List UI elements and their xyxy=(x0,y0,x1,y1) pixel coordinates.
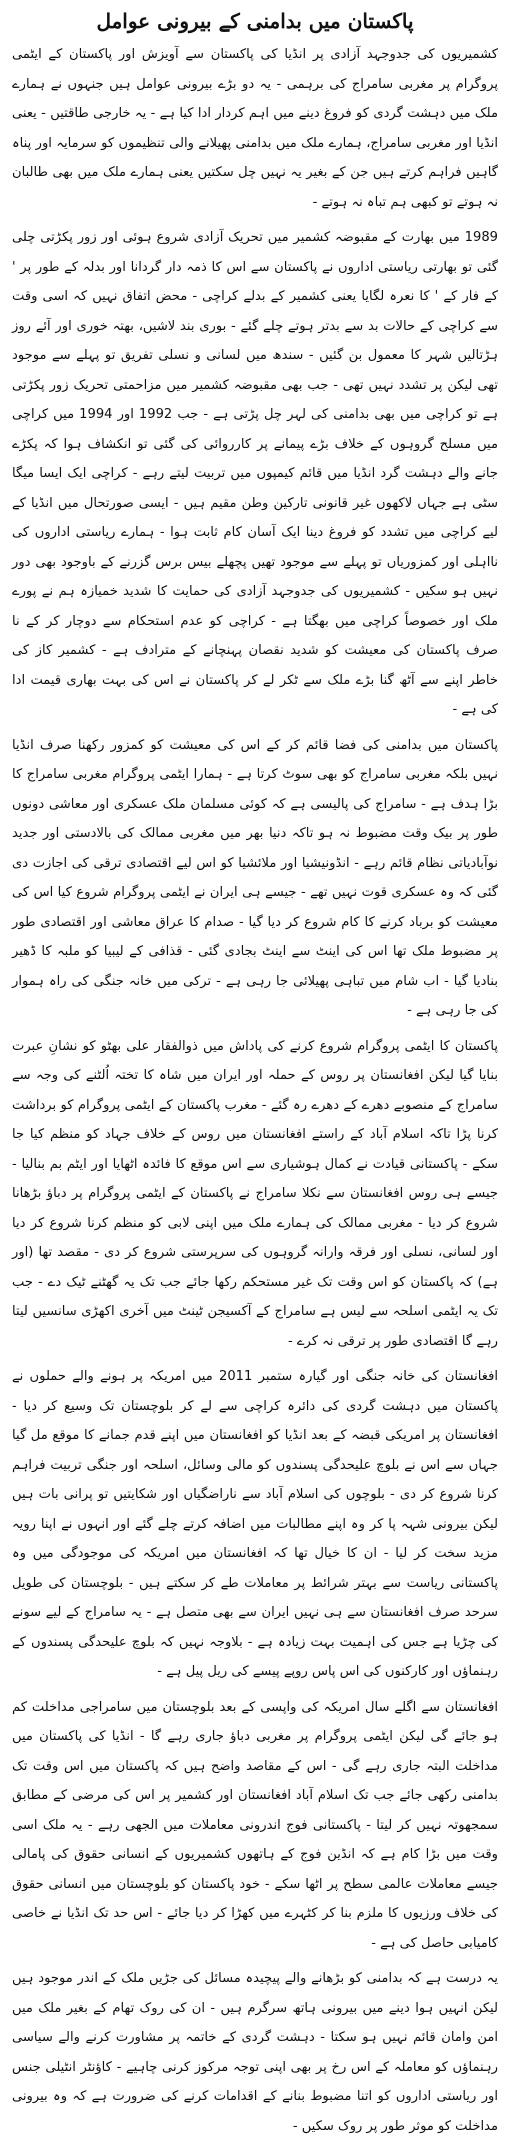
article-paragraph: پاکستان میں بدامنی کی فضا قائم کر کے اس کی معیشت کو کمزور رکھنا صرف انڈیا نہیں بلکہ مغربی سامراج کو بھی سوٹ کرتا ہے - ہمارا ایٹمی پروگرام مغربی سامراج کا بڑا ہدف ہے - سامراج کی پالیسی ہے کہ کوئی مسلمان ملک عسکری اور معاشی دونوں طور پر بیک وقت مضبوط نہ ہو تاکہ دنیا بھر میں مغربی ممالک کی بالادستی اور جدید نوآبادیاتی نظام قائم رہے - انڈونیشیا اور ملائشیا کو اس لیے اقتصادی ترقی کی اجازت دی گئی کہ وہ عسکری قوت نہیں تھے - جیسے ہی ایران نے ایٹمی پروگرام شروع کیا اس کی معیشت کو برباد کرنے کا کام شروع کر دیا گیا - صدام کا عراق معاشی اور اقتصادی طور پر مضبوط ملک تھا اس کی اینٹ سے اینٹ بجادی گئی - قذافی کے لیبیا کو ملبہ کا ڈھیر بنادیا گیا - اب شام میں تباہی پھیلائی جا رہی ہے - ترکی میں خانہ جنگی کی راہ ہموار کی جا رہی ہے - xyxy=(12,737,498,1018)
article-paragraph: پاکستان کا ایٹمی پروگرام شروع کرنے کی پاداش میں ذوالفقار علی بھٹو کو نشانِ عبرت بنایا گیا لیکن افغانستان پر روس کے حملہ اور ایران میں شاہ کا تختہ اُلٹنے کی وجہ سے سامراج کے منصوبے دھرے کے دھرے رہ گئے - مغرب پاکستان کے ایٹمی پروگرام کو برداشت کرنا پڑا تاکہ اسلام آباد کے راستے افغانستان میں روس کے خلاف جہاد کو منظم کیا جا سکے - پاکستانی قیادت نے کمال ہوشیاری سے اس موقع کا فائدہ اٹھایا اور ایٹم بم بنالیا - جیسے ہی روس افغانستان سے نکلا سامراج نے پاکستان کے ایٹمی پروگرام پر دباؤ بڑھانا شروع کر دیا - مغربی ممالک کی ہمارے ملک میں اپنی لابی کو منظم کرنا شروع کر دیا اور لسانی، نسلی اور فرقہ وارانہ گروہوں کی سرپرستی شروع کر دی - مقصد تھا (اور ہے) کہ پاکستان کو اس وقت تک غیر مستحکم رکھا جائے جب تک یہ گھٹنے ٹیک دے - جب تک یہ ایٹمی اسلحہ سے لیس ہے سامراج کے آکسیجن ٹینٹ میں آخری اکھڑی سانسیں لیتا رہے گا اقتصادی طور پر ترقی نہ کرے - xyxy=(12,1038,498,1349)
article-paragraph: افغانستان کی خانہ جنگی اور گیارہ ستمبر 2011 میں امریکہ پر ہونے والے حملوں نے پاکستان میں دہشت گردی کی دائرہ کراچی سے لے کر بلوچستان تک وسیع کر دیا - افغانستان پر امریکی قبضہ کے بعد انڈیا کو افغانستان میں اپنے قدم جمانے کا موقع مل گیا جہاں سے اس نے بلوچ علیحدگی پسندوں کو مالی وسائل، اسلحہ اور جنگی تربیت فراہم کرنا شروع کر دی - بلوچوں کی اسلام آباد سے ناراضگیاں اور شکایتیں تو پرانی بات ہیں لیکن بیرونی شہہ پا کر وہ اپنے مطالبات میں اضافہ کرتے چلے گئے اور انہوں نے اپنا رویہ مزید سخت کر لیا - ان کا خیال تھا کہ افغانستان میں امریکہ کی موجودگی میں وہ پاکستانی ریاست سے بہتر شرائط پر معاملات طے کر سکتے ہیں - بلوچستان کی طویل سرحد صرف افغانستان سے ہی نہیں ایران سے بھی متصل ہے - یہ سامراج کے لیے سونے کی چڑیا ہے جس کی اہمیت بہت زیادہ ہے - بلاوجہ نہیں کہ بلوچ علیحدگی پسندوں کے رہنماؤں اور کارکنوں کی اس پاس روپے پیسے کی ریل پیل ہے - xyxy=(12,1369,498,1679)
article-paragraph: 1989 میں بھارت کے مقبوضہ کشمیر میں تحریک آزادی شروع ہوئی اور زور پکڑتی چلی گئی تو بھارتی ریاستی اداروں نے پاکستان سے اس کا ذمہ دار گردانا اور بدلہ کے طور پر ' کے فار کے ' کا نعرہ لگایا یعنی کشمیر کے بدلے کراچی - محض اتفاق نہیں کہ اسی وقت سے کراچی کے حالات بد سے بدتر ہوتے چلے گئے - بوری بند لاشیں، بھتہ خوری اور آئے روز ہڑتالیں شہر کا معمول بن گئیں - سندھ میں لسانی و نسلی تفریق تو پہلے سے موجود تھی لیکن پر تشدد نہیں تھی - جب بھی مقبوضہ کشمیر میں مزاحمتی تحریک زور پکڑتی ہے تو کراچی میں بھی بدامنی کی لہر چل پڑتی ہے - جب 1992 اور 1994 میں کراچی میں مسلح گروہوں کے خلاف بڑے پیمانے پر کارروائی کی گئی تو انکشاف ہوا کہ پکڑے جانے والے دہشت گرد انڈیا میں قائم کیمپوں میں تربیت لیتے رہے - کراچی ایک ایسا میگا سٹی ہے جہاں لاکھوں غیر قانونی تارکین وطن مقیم ہیں - ایسی صورتحال میں انڈیا کے لیے کراچی میں تشدد کو فروغ دینا ایک آسان کام ثابت ہوا - ہمارے ریاستی اداروں کی نااہلی اور کمزوریاں تو پہلے سے موجود تھیں پچھلے بیس برس گزرنے کے باوجود بھی دور نہیں ہو سکیں - کشمیریوں کی جدوجہد آزادی کی حمایت کا شدید خمیازہ ہم نے پورے ملک اور خصوصاً کراچی میں بھگتا ہے - کراچی کو عدم استحکام سے دوچار کر کے نا صرف پاکستان کی معیشت کو شدید نقصان پہنچانے کے مترادف ہے - کشمیر کاز کی خاطر اپنے سے آٹھ گنا بڑے ملک سے ٹکر لے کر پاکستان نے اس کی بہت بھاری قیمت ادا کی ہے - xyxy=(12,230,498,717)
article-body xyxy=(12,40,498,2141)
article-paragraph: یہ درست ہے کہ بدامنی کو بڑھانے والے پیچیدہ مسائل کی جڑیں ملک کے اندر موجود ہیں لیکن انہیں ہوا دینے میں بیرونی ہاتھ سرگرم ہیں - ان کی روک تھام کے بغیر ملک میں امن وامان قائم نہیں ہو سکتا - دہشت گردی کے خاتمہ پر مشاورت کرنے والے سیاسی رہنماؤں کو معاملہ کے اس رخ پر بھی اپنی توجہ مرکوز کرنی چاہیے - کاؤنٹر انٹیلی جنس اور ریاستی اداروں کو اتنا مضبوط بنانے کے اقدامات کرنے کی ضرورت ہے کہ وہ بیرونی مداخلت کو موثر طور پر روک سکیں - xyxy=(12,1971,498,2134)
article-title: پاکستان میں بدامنی کے بیرونی عوامل xyxy=(96,9,414,33)
article-paragraph: کشمیریوں کی جدوجہد آزادی پر انڈیا کی پاکستان سے آویزش اور پاکستان کے ایٹمی پروگرام پر مغربی سامراج کی برہمی - یہ دو بڑے بیرونی عوامل ہیں جنہوں نے ہمارے ملک میں دہشت گردی کو فروغ دینے میں اہم کردار ادا کیا ہے - یہ خارجی طاقتیں - یعنی انڈیا اور مغربی سامراج، ہمارے ملک میں بدامنی پھیلانے والی تنظیموں کو سرمایہ اور پناہ گاہیں فراہم کرتے ہیں جن کے بغیر یہ نہیں چل سکتیں یعنی ہمارے ملک میں بھی طالبان نہ ہوتے تو کبھی ہم تباہ نہ ہوتے - xyxy=(12,47,498,210)
article-paragraph: افغانستان سے اگلے سال امریکہ کی واپسی کے بعد بلوچستان میں سامراجی مداخلت کم ہو جائے گی لیکن ایٹمی پروگرام پر مغربی دباؤ جاری رہے گا - انڈیا کی پاکستان میں مداخلت البتہ جاری رہے گی - اس کے مقاصد واضح ہیں کہ پاکستان میں اس وقت تک بدامنی رکھی جائے جب تک اسلام آباد افغانستان اور کشمیر پر اس کی مرضی کے مطابق سمجھوتہ نہیں کر لیتا - پاکستانی فوج اندرونی معاملات میں الجھی رہے - یہ ملک اسی وقت میں بڑا کام ہے کہ انڈین فوج کے ہاتھوں کشمیریوں کے انسانی حقوق کی پامالی جیسے معاملات عالمی سطح پر اٹھا سکے - خود پاکستان کو بلوچستان میں انسانی حقوق کی خلاف ورزیوں کا ملزم بنا کر کٹہرے میں کھڑا کر دیا جائے - اس حد تک انڈیا نے خاصی کامیابی حاصل کی ہے - xyxy=(12,1699,498,1951)
